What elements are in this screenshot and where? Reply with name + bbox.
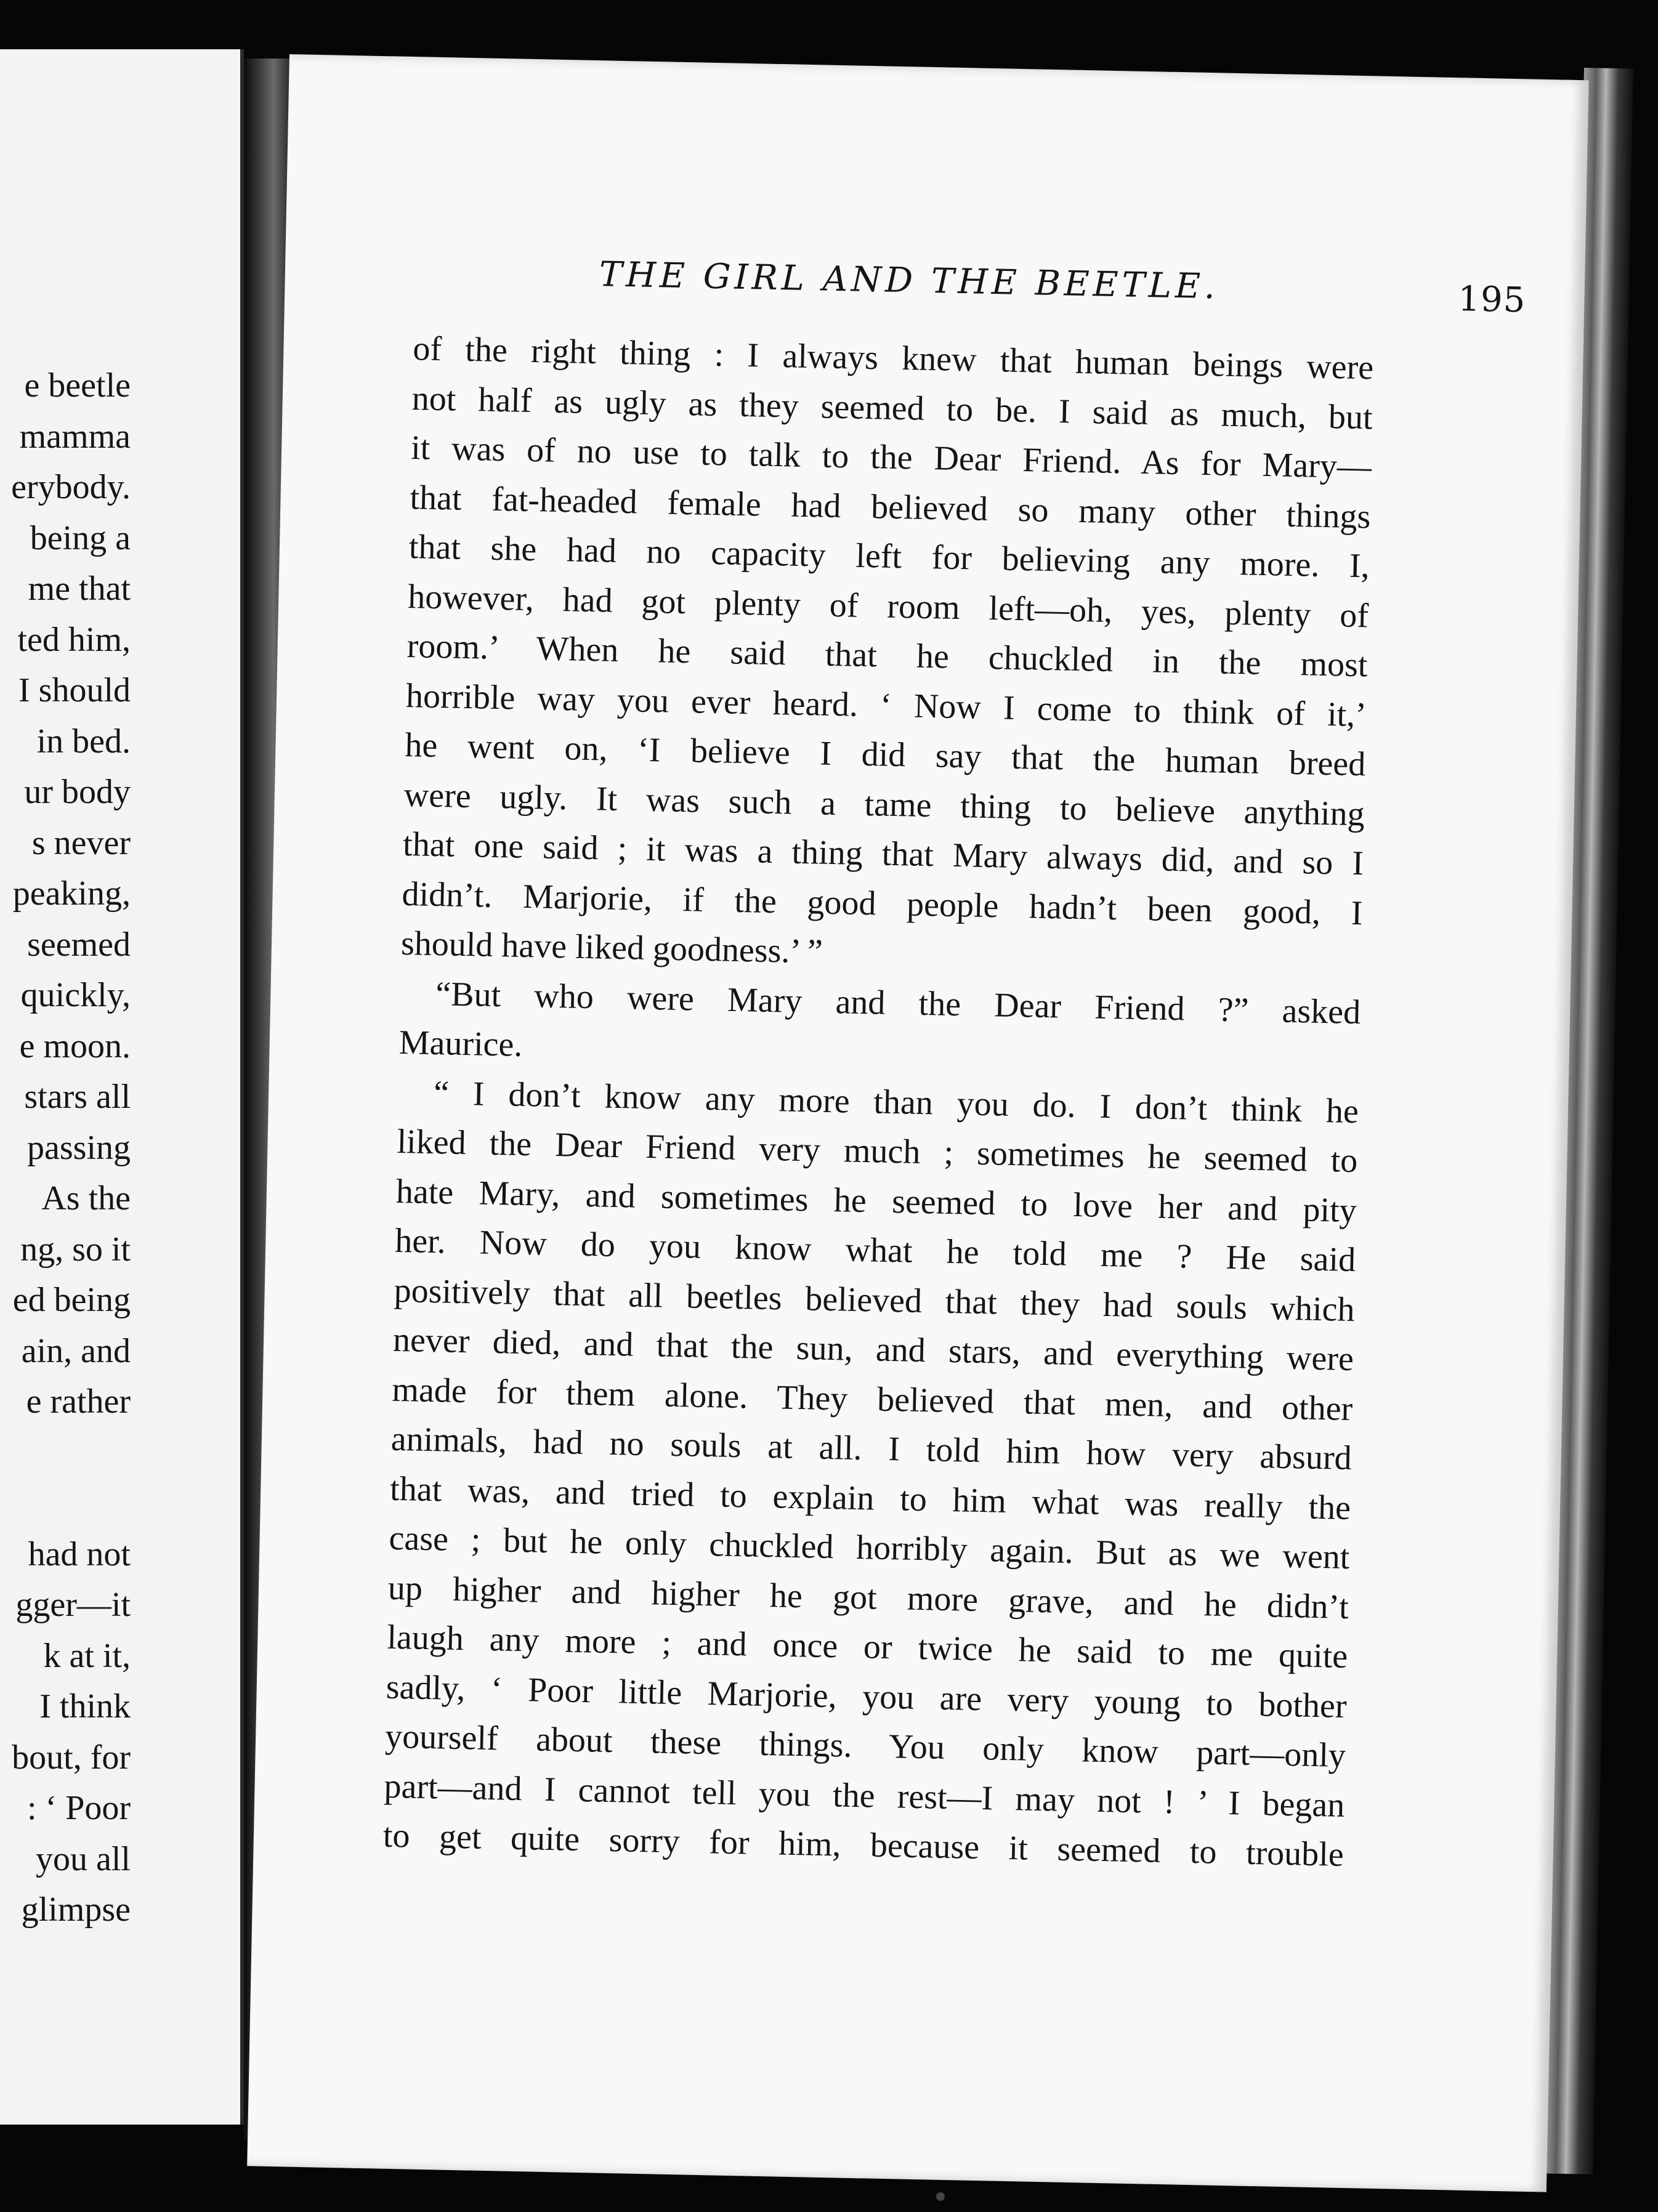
text-line: laugh any more ; and once or twice he said to me quite: [386, 1618, 1348, 1676]
left-page-line: gger—it: [15, 1586, 131, 1624]
text-line: room.’ When he said that he chuckled in the most: [406, 627, 1369, 685]
text-line: never died, and that the sun, and stars, and everything were: [392, 1320, 1354, 1379]
right-page: [247, 54, 1588, 2192]
left-page-line: ur body: [24, 773, 131, 811]
left-page-line: : ‘ Poor: [27, 1789, 131, 1827]
left-page-line: mamma: [19, 417, 131, 456]
left-page-line: I should: [18, 671, 131, 709]
text-line: that one said ; it was a thing that Mary always did, and so I: [402, 825, 1364, 883]
left-page-line: [11, 1427, 131, 1529]
left-page-line: ed being: [12, 1281, 131, 1319]
text-line: Maurice.: [398, 1023, 523, 1064]
left-page-line: bout, for: [12, 1738, 131, 1777]
text-line: case ; but he only chuckled horribly again. But as we went: [389, 1519, 1350, 1577]
left-page-line: seemed: [27, 925, 131, 964]
left-page-line: stars all: [24, 1078, 131, 1116]
left-page-line: peaking,: [12, 874, 131, 913]
left-page-line: quickly,: [20, 976, 131, 1014]
running-head-title: THE GIRL AND THE BEETLE.: [599, 254, 1219, 307]
left-page-line: As the: [41, 1179, 131, 1217]
scan-speck: [936, 2192, 945, 2201]
text-line: of the right thing : I always knew that human beings were: [412, 329, 1374, 387]
left-page-text: [11, 360, 131, 1936]
text-line: that was, and tried to explain to him what was really the: [389, 1469, 1351, 1527]
body-text: [382, 324, 1374, 1879]
text-line: to get quite sorry for him, because it seemed to trouble: [382, 1816, 1345, 1874]
left-page-line: ain, and: [21, 1331, 131, 1370]
text-line: up higher and higher he got more grave, and he didn’t: [387, 1568, 1349, 1626]
left-page-line: had not: [28, 1535, 131, 1573]
page-number: 195: [1457, 279, 1526, 321]
text-line: he went on, ‘I believe I did say that the human breed: [404, 725, 1366, 784]
text-line: “ I don’t know any more than you do. I don’t think he: [433, 1073, 1359, 1131]
left-page-line: in bed.: [36, 722, 131, 761]
left-page-line: being a: [30, 519, 131, 557]
left-facing-page: [0, 49, 244, 2125]
text-line: “But who were Mary and the Dear Friend ?” asked: [435, 974, 1361, 1031]
text-line: part—and I cannot tell you the rest—I may not ! ’ I began: [383, 1767, 1345, 1825]
left-page-line: e moon.: [19, 1027, 131, 1065]
left-page-line: e beetle: [24, 366, 131, 405]
text-line: animals, had no souls at all. I told him how very absurd: [390, 1419, 1353, 1478]
text-line: that fat-headed female had believed so many other things: [409, 478, 1371, 536]
text-line: didn’t. Marjorie, if the good people hadn’t been good, I: [402, 874, 1363, 932]
text-line: made for them alone. They believed that men, and other: [391, 1370, 1353, 1428]
text-line: not half as ugly as they seemed to be. I said as much, but: [411, 379, 1373, 437]
text-line: however, had got plenty of room left—oh, yes, plenty of: [407, 577, 1369, 635]
running-head: [599, 254, 1585, 321]
text-line: her. Now do you know what he told me ? He said: [394, 1221, 1356, 1280]
left-page-line: k at it,: [43, 1636, 131, 1675]
left-page-line: ted him,: [17, 620, 131, 659]
text-line: sadly, ‘ Poor little Marjorie, you are very young to bother: [386, 1668, 1348, 1726]
text-line: horrible way you ever heard. ‘ Now I come to think of it,’: [405, 676, 1367, 734]
left-page-line: e rather: [26, 1383, 131, 1421]
text-line: that she had no capacity left for believing any more. I,: [408, 528, 1370, 586]
left-page-line: passing: [27, 1128, 131, 1167]
left-page-line: s never: [31, 823, 131, 862]
left-page-line: erybody.: [11, 468, 131, 506]
left-page-line: ng, so it: [20, 1230, 131, 1269]
left-page-line: glimpse: [21, 1891, 131, 1929]
text-line: positively that all beetles believed that they had souls which: [394, 1271, 1356, 1329]
text-line: yourself about these things. You only know part—only: [384, 1717, 1346, 1775]
left-page-line: you all: [36, 1839, 131, 1878]
left-page-line: me that: [28, 570, 131, 608]
left-page-line: I think: [39, 1687, 131, 1726]
text-line: hate Mary, and sometimes he seemed to love her and pity: [395, 1172, 1357, 1230]
text-line: liked the Dear Friend very much ; sometimes he seemed to: [396, 1122, 1358, 1181]
text-line: should have liked goodness.’ ”: [400, 924, 823, 971]
text-line: it was of no use to talk to the Dear Friend. As for Mary—: [410, 429, 1372, 486]
text-line: were ugly. It was such a tame thing to believe anything: [403, 775, 1365, 833]
